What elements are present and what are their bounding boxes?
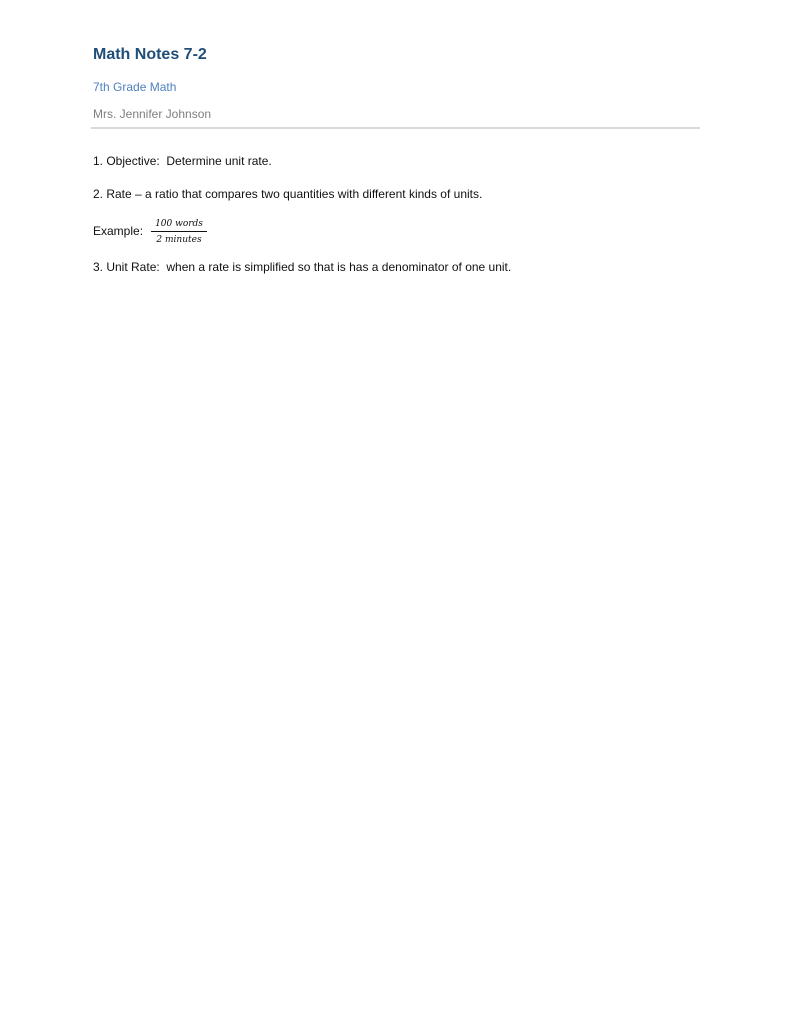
note-objective: 1. Objective: Determine unit rate. xyxy=(93,154,272,168)
fraction-bar xyxy=(151,231,207,232)
note-unit-rate-definition: 3. Unit Rate: when a rate is simplified so that is has a denominator of one unit. xyxy=(93,260,512,274)
document-subtitle: 7th Grade Math xyxy=(93,80,177,94)
note-rate-definition: 2. Rate – a ratio that compares two quantities with different kinds of units. xyxy=(93,187,483,201)
header-divider xyxy=(91,127,700,129)
fraction-denominator: 2 minutes xyxy=(156,235,202,245)
example-fraction xyxy=(151,218,207,246)
document-author: Mrs. Jennifer Johnson xyxy=(93,107,212,121)
document-title: Math Notes 7-2 xyxy=(93,46,207,63)
example-label: Example: xyxy=(93,224,144,238)
fraction-numerator: 100 words xyxy=(155,219,203,229)
